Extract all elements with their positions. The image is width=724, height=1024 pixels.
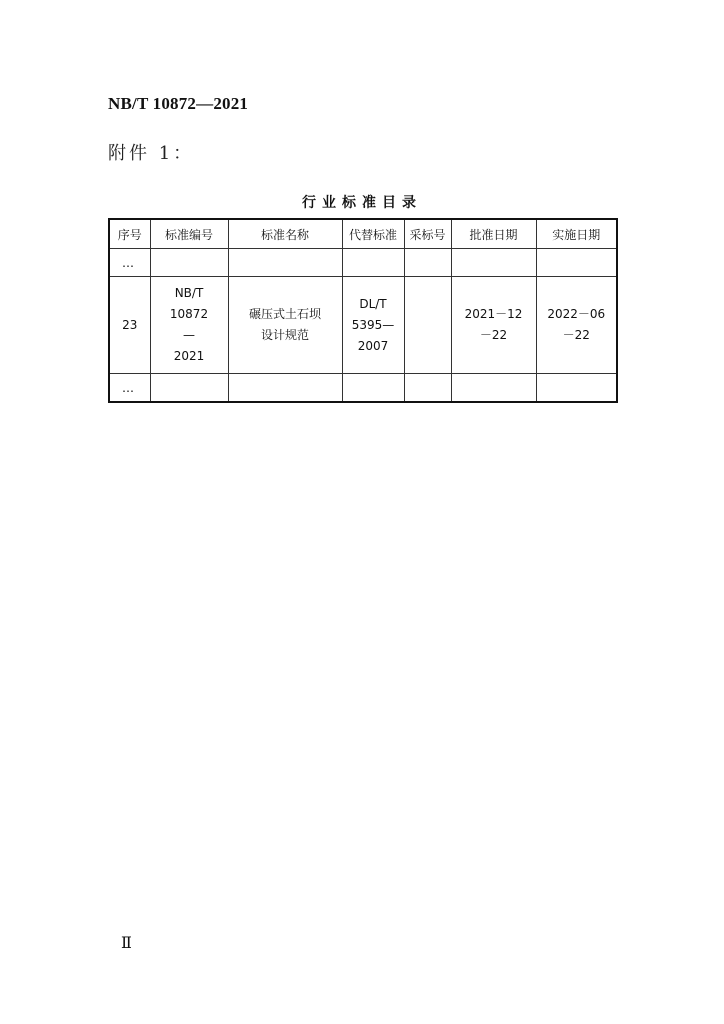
column-header-adopted: 采标号 bbox=[404, 219, 451, 249]
effective-cell bbox=[536, 249, 617, 277]
number-cell bbox=[150, 249, 228, 277]
seq-cell: … bbox=[109, 374, 150, 403]
name-cell bbox=[228, 374, 342, 403]
adopted-cell bbox=[404, 277, 451, 374]
replaces-cell bbox=[342, 374, 404, 403]
replaces-cell bbox=[342, 277, 404, 374]
number-cell bbox=[150, 374, 228, 403]
effective-text: 2022－06 －22 bbox=[547, 307, 606, 342]
adopted-cell bbox=[404, 249, 451, 277]
number-text: NB/T 10872 — 2021 bbox=[169, 286, 209, 363]
table-header-row bbox=[109, 219, 617, 249]
standards-catalog-table bbox=[108, 218, 618, 403]
table-title: 行业标准目录 bbox=[302, 195, 422, 211]
column-header-approved: 批准日期 bbox=[451, 219, 536, 249]
table-row bbox=[109, 249, 617, 277]
adopted-cell bbox=[404, 374, 451, 403]
approved-cell bbox=[451, 249, 536, 277]
column-header-seq: 序号 bbox=[109, 219, 150, 249]
table-row bbox=[109, 374, 617, 403]
page-number: Ⅱ bbox=[121, 935, 132, 952]
name-cell bbox=[228, 277, 342, 374]
number-cell bbox=[150, 277, 228, 374]
effective-cell bbox=[536, 374, 617, 403]
seq-cell bbox=[109, 277, 150, 374]
attachment-label: 附件 1： bbox=[108, 143, 195, 164]
approved-cell bbox=[451, 277, 536, 374]
name-cell bbox=[228, 249, 342, 277]
seq-text: 23 bbox=[122, 317, 138, 332]
approved-text: 2021－12 －22 bbox=[464, 307, 523, 342]
replaces-text: DL/T 5395— 2007 bbox=[351, 296, 395, 353]
name-text: 碾压式土石坝 设计规范 bbox=[248, 307, 321, 342]
table-row bbox=[109, 277, 617, 374]
replaces-cell bbox=[342, 249, 404, 277]
column-header-replaces: 代替标准 bbox=[342, 219, 404, 249]
approved-cell bbox=[451, 374, 536, 403]
column-header-number: 标准编号 bbox=[150, 219, 228, 249]
standard-number: NB/T 10872—2021 bbox=[108, 94, 249, 113]
column-header-effective: 实施日期 bbox=[536, 219, 617, 249]
effective-cell bbox=[536, 277, 617, 374]
column-header-name: 标准名称 bbox=[228, 219, 342, 249]
seq-cell: … bbox=[109, 249, 150, 277]
